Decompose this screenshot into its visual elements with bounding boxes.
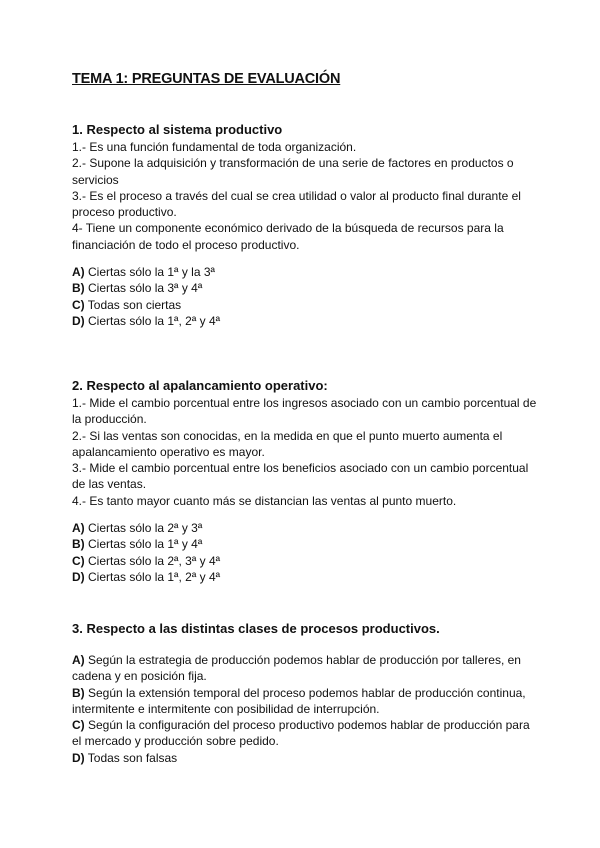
option-letter: C) (72, 553, 85, 568)
answer-option (72, 264, 542, 280)
option-letter: B) (72, 537, 85, 552)
question-heading: 1. Respecto al sistema productivo (72, 122, 283, 137)
answer-option (72, 313, 542, 329)
statement: 3.- Mide el cambio porcentual entre los beneficios asociado con un cambio porcentual de las ventas. (72, 461, 529, 492)
statement: 1.- Es una función fundamental de toda organización. (72, 140, 357, 154)
option-letter: D) (72, 750, 85, 765)
statement: 4.- Es tanto mayor cuanto más se distancian las ventas al punto muerto. (72, 493, 457, 508)
question-3 (72, 620, 542, 766)
option-letter: D) (72, 569, 85, 584)
option-letter: A) (72, 521, 85, 536)
answer-option (72, 280, 542, 296)
option-letter: B) (72, 685, 85, 700)
question-heading: 3. Respecto a las distintas clases de procesos productivos. (72, 621, 440, 636)
answer-option (72, 750, 542, 766)
option-letter: A) (72, 265, 85, 280)
answer-option (72, 520, 542, 536)
question-heading: 2. Respecto al apalancamiento operativo: (72, 378, 328, 393)
question-1 (72, 121, 542, 329)
option-letter: C) (72, 297, 85, 312)
answer-option (72, 553, 542, 569)
statement: 2.- Supone la adquisición y transformación de una serie de factores en productos o servicios (72, 156, 514, 187)
option-text: Ciertas sólo la 1ª y la 3ª (84, 265, 215, 280)
answer-option (72, 652, 542, 685)
option-text: Todas son falsas (84, 750, 178, 765)
option-text: Ciertas sólo la 1ª, 2ª y 4ª (84, 569, 221, 584)
option-letter: C) (72, 718, 85, 733)
option-text: Ciertas sólo la 2ª, 3ª y 4ª (84, 553, 221, 568)
answer-option (72, 717, 542, 750)
answer-option (72, 536, 542, 552)
option-text: Según la configuración del proceso productivo podemos hablar de producción para el mercado y producción sobre pedido. (72, 718, 530, 749)
option-text: Ciertas sólo la 2ª y 3ª (84, 521, 203, 536)
option-letter: D) (72, 313, 85, 328)
answer-option (72, 297, 542, 313)
option-letter: A) (72, 653, 85, 667)
statement: 1.- Mide el cambio porcentual entre los ingresos asociado con un cambio porcentual de la producción. (72, 396, 537, 427)
question-2 (72, 377, 542, 585)
option-text: Ciertas sólo la 3ª y 4ª (84, 281, 203, 296)
option-text: Según la extensión temporal del proceso podemos hablar de producción continua, intermitente e intermitente con posibilidad de interrupción. (72, 685, 526, 716)
option-text: Ciertas sólo la 1ª y 4ª (84, 537, 203, 552)
option-text: Ciertas sólo la 1ª, 2ª y 4ª (84, 313, 221, 328)
option-text: Todas son ciertas (84, 297, 182, 312)
page-title: TEMA 1: PREGUNTAS DE EVALUACIÓN (72, 71, 341, 87)
option-letter: B) (72, 281, 85, 296)
answer-option (72, 569, 542, 585)
answer-option (72, 685, 542, 718)
statement: 4- Tiene un componente económico derivado de la búsqueda de recursos para la financiación de todo el proceso productivo. (72, 221, 504, 252)
option-text: Según la estrategia de producción podemos hablar de producción por talleres, en cadena y en posición fija. (72, 653, 521, 684)
statement: 2.- Si las ventas son conocidas, en la medida en que el punto muerto aumenta el apalancamiento operativo es mayor. (72, 428, 503, 459)
statement: 3.- Es el proceso a través del cual se crea utilidad o valor al producto final durante el proceso productivo. (72, 188, 521, 220)
